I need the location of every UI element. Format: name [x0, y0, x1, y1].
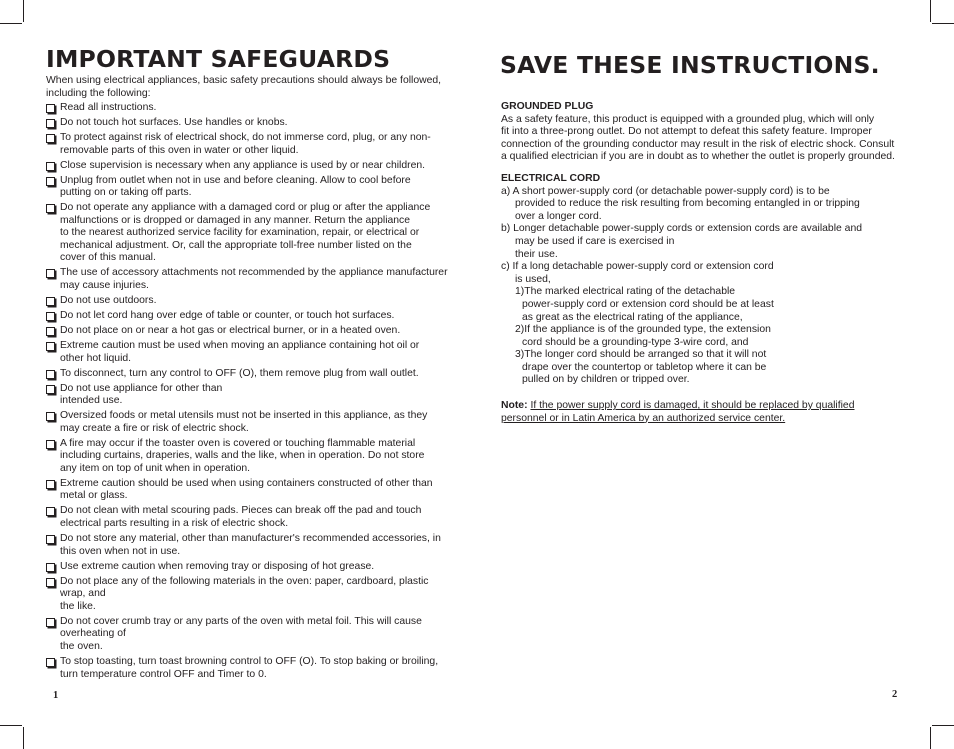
text-line: a qualified electrician if you are in doubt as to whether the outlet is properly grounded. [501, 151, 895, 163]
safeguard-item [46, 438, 458, 476]
text-line: 1)The marked electrical rating of the detachable [515, 286, 736, 298]
safeguard-item [46, 533, 458, 558]
cord-subitem-1 [501, 286, 909, 324]
checkbox-bullet-icon [46, 440, 55, 449]
safeguard-item-line: may cause injuries. [60, 280, 149, 292]
safeguard-item-line: the like. [60, 600, 96, 612]
safeguards-list [46, 102, 458, 684]
safeguard-item [46, 102, 458, 115]
cord-item-a [501, 186, 909, 224]
cord-subitem-3 [501, 349, 909, 387]
safeguard-item-line: this oven when not in use. [60, 545, 181, 557]
safeguard-item-line: to the nearest authorized service facility for examination, repair, or electrical or [60, 227, 420, 239]
crop-mark-top-left-vertical [23, 0, 24, 22]
safeguard-item-line: cover of this manual. [60, 252, 156, 264]
safeguard-item-line: Use extreme caution when removing tray or disposing of hot grease. [60, 560, 375, 572]
text-line: c) If a long detachable power-supply cord or extension cord [501, 261, 774, 273]
checkbox-bullet-icon [46, 412, 55, 421]
safeguard-item-line: putting on or taking off parts. [60, 187, 192, 199]
safeguard-item-line: the oven. [60, 640, 103, 652]
safeguard-item-line: Do not place on or near a hot gas or electrical burner, or in a heated oven. [60, 325, 401, 337]
safeguard-item-line: Read all instructions. [60, 102, 157, 113]
checkbox-bullet-icon [46, 134, 55, 143]
checkbox-bullet-icon [46, 535, 55, 544]
safeguard-item [46, 310, 458, 323]
safeguard-item-line: metal or glass. [60, 490, 128, 502]
text-line: is used, [515, 273, 551, 285]
checkbox-bullet-icon [46, 342, 55, 351]
safeguard-item-line: wrap, and [60, 588, 106, 600]
safeguard-item-line: To disconnect, turn any control to OFF (O), them remove plug from wall outlet. [60, 367, 419, 379]
checkbox-bullet-icon [46, 269, 55, 278]
safeguard-item-line: other hot liquid. [60, 352, 132, 364]
page-number-right: 2 [892, 689, 898, 700]
crop-mark-bottom-right-horizontal [932, 725, 954, 726]
safeguard-item [46, 295, 458, 308]
safeguard-item-line: Do not let cord hang over edge of table or counter, or touch hot surfaces. [60, 310, 395, 322]
safeguard-item-line: Do not touch hot surfaces. Use handles or knobs. [60, 116, 288, 128]
text-line: a) A short power-supply cord (or detachable power-supply cord) is to be [501, 185, 830, 197]
safeguard-item [46, 505, 458, 530]
note-text [501, 400, 855, 424]
text-line: their use. [515, 248, 558, 260]
checkbox-bullet-icon [46, 480, 55, 489]
safeguard-item [46, 340, 458, 365]
text-line: drape over the countertop or tabletop where it can be [522, 361, 767, 373]
checkbox-bullet-icon [46, 327, 55, 336]
safeguard-item [46, 267, 458, 292]
safeguard-item [46, 561, 458, 574]
text-line: pulled on by children or tripped over. [522, 374, 690, 386]
cord-subitem-2 [501, 324, 909, 349]
safeguard-item-line: To protect against risk of electrical shock, do not immerse cord, plug, or any non- [60, 131, 431, 143]
safeguard-item-line: Do not clean with metal scouring pads. Pieces can break off the pad and touch [60, 505, 422, 517]
safeguard-item-line: turn temperature control OFF and Timer to 0. [60, 668, 267, 680]
text-line: connection of the grounding conductor may result in the risk of electric shock. Consult [501, 138, 895, 150]
safeguard-item-line: electrical parts resulting in a risk of electric shock. [60, 518, 289, 530]
safeguard-item [46, 325, 458, 338]
safeguard-item [46, 616, 458, 654]
electrical-cord-heading: ELECTRICAL CORD [501, 172, 601, 184]
safeguard-item-line: mechanical adjustment. Or, call the appropriate toll-free number listed on the [60, 239, 412, 251]
safeguard-item-line: Do not place any of the following materials in the oven: paper, cardboard, plastic [60, 575, 429, 587]
checkbox-bullet-icon [46, 658, 55, 667]
grounded-plug-heading: GROUNDED PLUG [501, 101, 594, 112]
safeguard-item-line: intended use. [60, 395, 123, 407]
safeguard-item-line: Extreme caution should be used when using containers constructed of other than [60, 477, 433, 489]
text-line: cord should be a grounding-type 3-wire cord, and [522, 336, 749, 348]
cord-item-c [501, 261, 909, 286]
safeguard-item-line: A fire may occur if the toaster oven is covered or touching flammable material [60, 437, 416, 449]
checkbox-bullet-icon [46, 312, 55, 321]
text-line: as great as the electrical rating of the appliance, [522, 311, 743, 323]
page-number-left: 1 [53, 690, 59, 701]
text-line: including the following: [46, 87, 151, 99]
crop-mark-bottom-left-horizontal [0, 725, 22, 726]
text-line: fit into a three-prong outlet. Do not attempt to defeat this safety feature. Improper [501, 126, 872, 138]
checkbox-bullet-icon [46, 119, 55, 128]
safeguard-item-line: Close supervision is necessary when any appliance is used by or near children. [60, 159, 426, 171]
safeguards-intro [46, 75, 458, 100]
safeguard-item [46, 117, 458, 130]
checkbox-bullet-icon [46, 507, 55, 516]
note-label: Note: [501, 400, 528, 412]
safeguard-item-line: Do not use outdoors. [60, 295, 157, 307]
safeguard-item-line: overheating of [60, 628, 126, 640]
safeguard-item [46, 478, 458, 503]
checkbox-bullet-icon [46, 385, 55, 394]
checkbox-bullet-icon [46, 297, 55, 306]
safeguard-item-line: Do not store any material, other than manufacturer's recommended accessories, in [60, 533, 441, 545]
text-line: When using electrical appliances, basic safety precautions should always be followed, [46, 75, 442, 86]
safeguard-item [46, 160, 458, 173]
text-line: 2)If the appliance is of the grounded type, the extension [515, 324, 771, 336]
text-line: 3)The longer cord should be arranged so that it will not [515, 349, 767, 361]
text-line: over a longer cord. [515, 210, 602, 222]
safeguard-item [46, 656, 458, 681]
safeguard-item-line: may create a fire or risk of electric shock. [60, 422, 249, 434]
checkbox-bullet-icon [46, 177, 55, 186]
safeguard-item-line: Unplug from outlet when not in use and before cleaning. Allow to cool before [60, 174, 411, 186]
safeguard-item-line: Oversized foods or metal utensils must not be inserted in this appliance, as they [60, 410, 428, 422]
safeguard-item [46, 368, 458, 381]
text-line: provided to reduce the risk resulting from becoming entangled in or tripping [515, 198, 860, 210]
safeguard-item [46, 383, 458, 408]
safeguard-item [46, 132, 458, 157]
checkbox-bullet-icon [46, 162, 55, 171]
safeguard-item [46, 576, 458, 614]
crop-mark-bottom-left-vertical [23, 727, 24, 749]
safeguard-item-line: To stop toasting, turn toast browning control to OFF (O). To stop baking or broiling, [60, 655, 439, 667]
safeguard-item [46, 175, 458, 200]
crop-mark-top-left-horizontal [0, 23, 22, 24]
cord-note [501, 400, 909, 425]
checkbox-bullet-icon [46, 104, 55, 113]
checkbox-bullet-icon [46, 578, 55, 587]
right-column [501, 101, 909, 425]
cord-item-b [501, 223, 909, 261]
text-line: b) Longer detachable power-supply cords or extension cords are available and [501, 223, 863, 235]
safeguard-item-line: any item on top of unit when in operation. [60, 462, 251, 474]
crop-mark-top-right-horizontal [932, 23, 954, 24]
checkbox-bullet-icon [46, 563, 55, 572]
safeguard-item-line: Do not operate any appliance with a damaged cord or plug or after the appliance [60, 202, 431, 214]
safeguard-item [46, 410, 458, 435]
checkbox-bullet-icon [46, 618, 55, 627]
save-instructions-title: SAVE THESE INSTRUCTIONS. [500, 51, 880, 79]
safeguard-item [46, 202, 458, 265]
checkbox-bullet-icon [46, 370, 55, 379]
safeguard-item-line: removable parts of this oven in water or other liquid. [60, 144, 299, 156]
safeguard-item-line: Do not use appliance for other than [60, 382, 223, 394]
safeguard-item-line: The use of accessory attachments not recommended by the appliance manufacturer [60, 267, 448, 279]
note-line: If the power supply cord is damaged, it should be replaced by qualified [530, 400, 855, 412]
safeguard-item-line: Do not cover crumb tray or any parts of the oven with metal foil. This will cause [60, 615, 422, 627]
crop-mark-bottom-right-vertical [930, 727, 931, 749]
checkbox-bullet-icon [46, 204, 55, 213]
note-line: personnel or in Latin America by an authorized service center. [501, 412, 786, 424]
safeguards-title: IMPORTANT SAFEGUARDS [46, 45, 391, 73]
safeguard-item-line: including curtains, draperies, walls and the like, when in operation. Do not store [60, 450, 425, 462]
text-line: As a safety feature, this product is equipped with a grounded plug, which will only [501, 113, 875, 125]
text-line: power-supply cord or extension cord should be at least [522, 298, 774, 310]
text-line: may be used if care is exercised in [515, 235, 675, 247]
grounded-plug-text [501, 114, 909, 164]
crop-mark-top-right-vertical [930, 0, 931, 22]
safeguard-item-line: Extreme caution must be used when moving an appliance containing hot oil or [60, 340, 420, 351]
safeguard-item-line: malfunctions or is dropped or damaged in any manner. Return the appliance [60, 214, 411, 226]
